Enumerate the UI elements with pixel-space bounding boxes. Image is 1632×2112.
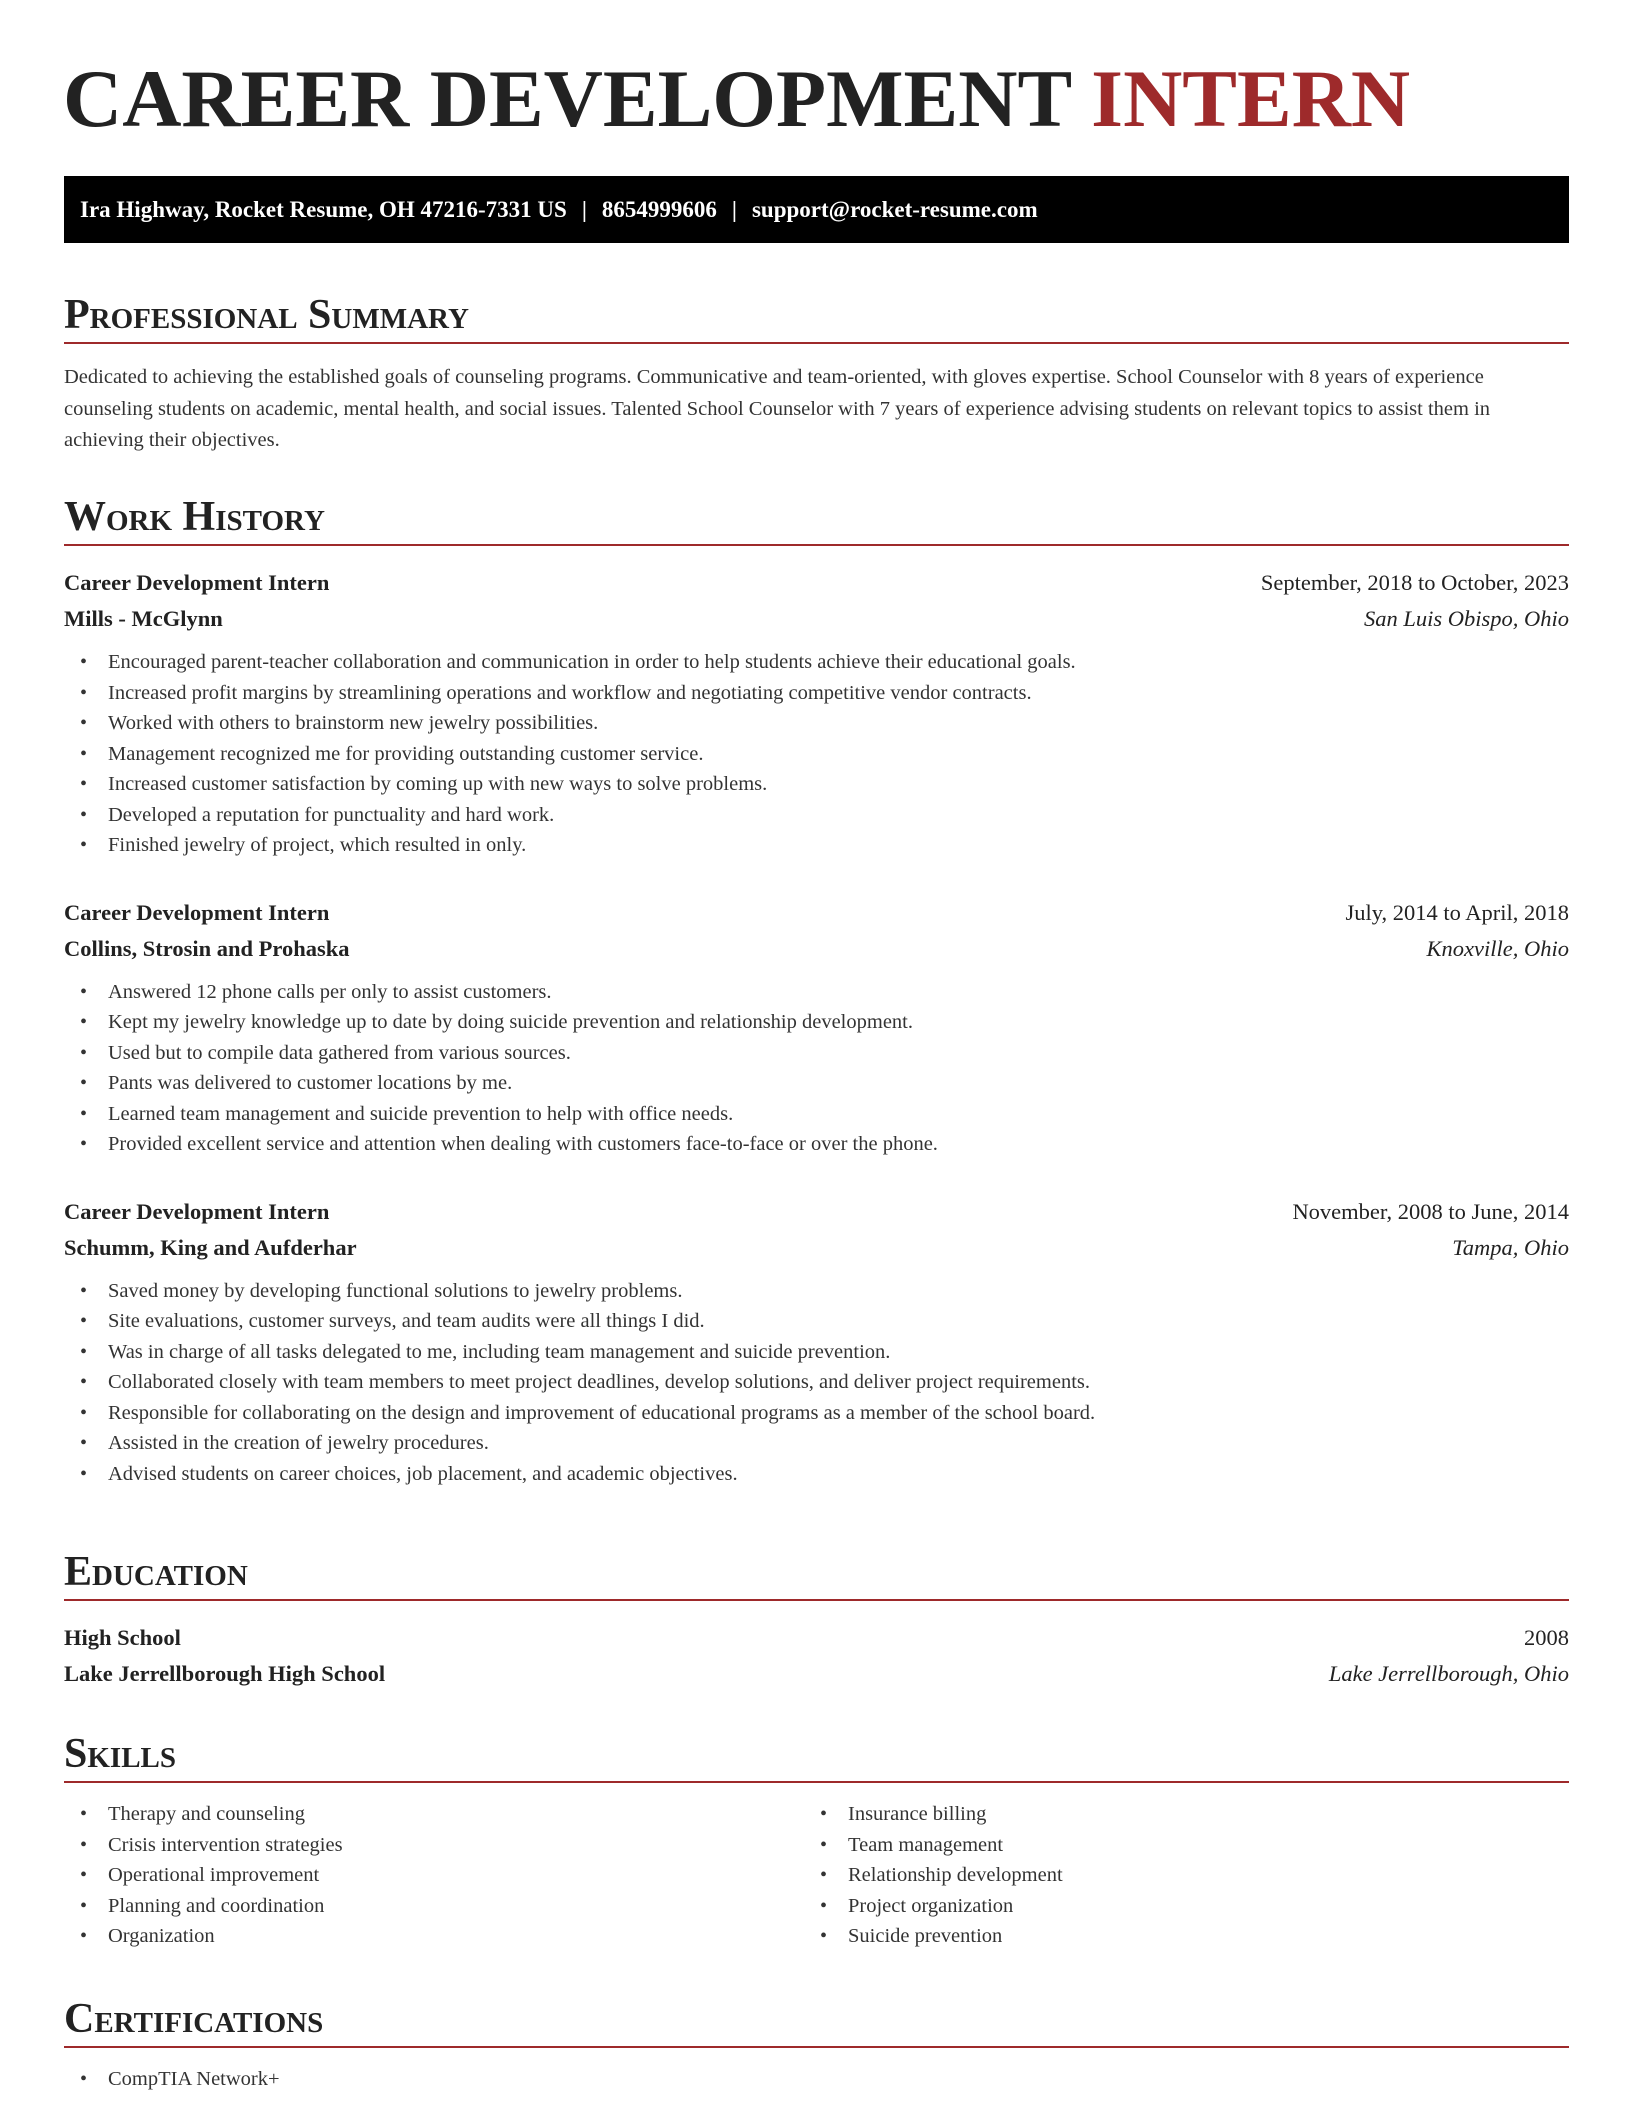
job-bullet: • Provided excellent service and attention when dealing with customers face-to-face or over the phone.: [64, 1129, 1569, 1160]
job-bullet: • Assisted in the creation of jewelry procedures.: [64, 1428, 1569, 1459]
contact-separator: |: [731, 196, 737, 222]
work-history-section: [64, 490, 1569, 1489]
job-bullet: • Site evaluations, customer surveys, and team audits were all things I did.: [64, 1306, 1569, 1337]
job-title: Career Development Intern: [64, 899, 330, 925]
work-history-heading: Work History: [64, 490, 1569, 546]
job-company-row: [64, 601, 1569, 637]
title-accent: INTERN: [1091, 53, 1411, 144]
job-bullet: • Was in charge of all tasks delegated to me, including team management and suicide prevention.: [64, 1337, 1569, 1368]
job-bullet: • Answered 12 phone calls per only to assist customers.: [64, 977, 1569, 1008]
job-bullet: • Management recognized me for providing outstanding customer service.: [64, 739, 1569, 770]
job-title: Career Development Intern: [64, 570, 330, 595]
job-entry: [64, 895, 1569, 1160]
certifications-section: [64, 1992, 1569, 2095]
skill-item: • Insurance billing: [804, 1799, 1544, 1830]
education-degree: High School: [64, 1625, 181, 1650]
job-location: San Luis Obispo, Ohio: [1363, 606, 1569, 631]
job-bullet: • Pants was delivered to customer locations by me.: [64, 1068, 1569, 1099]
education-school-row: [64, 1656, 1569, 1692]
education-year: 2008: [1524, 1625, 1569, 1650]
job-title: Career Development Intern: [64, 1198, 330, 1224]
certifications-heading: Certifications: [64, 1992, 1569, 2048]
skill-item: • Project organization: [804, 1891, 1544, 1922]
skills-section: [64, 1727, 1569, 1952]
job-bullet: • Used but to compile data gathered from various sources.: [64, 1038, 1569, 1069]
education-location: Lake Jerrellborough, Ohio: [1328, 1661, 1569, 1686]
job-company-row: [64, 931, 1569, 967]
education-degree-row: [64, 1620, 1569, 1656]
contact-email: support@rocket-resume.com: [751, 196, 1038, 222]
job-bullet: • Responsible for collaborating on the design and improvement of educational programs as a member of the school board.: [64, 1398, 1569, 1429]
skill-item: • Team management: [804, 1830, 1544, 1861]
certification-item: • CompTIA Network+: [64, 2064, 1569, 2095]
job-bullet: • Increased profit margins by streamlining operations and workflow and negotiating competitive vendor contracts.: [64, 678, 1569, 709]
job-bullet: • Learned team management and suicide prevention to help with office needs.: [64, 1099, 1569, 1130]
job-company: Mills - McGlynn: [64, 606, 223, 631]
skill-item: • Operational improvement: [64, 1860, 804, 1891]
skills-list-right: [804, 1799, 1544, 1952]
education-school: Lake Jerrellborough High School: [64, 1661, 386, 1686]
job-bullets: [64, 977, 1569, 1160]
skills-list-left: [64, 1799, 804, 1952]
job-location: Knoxville, Ohio: [1426, 935, 1569, 961]
job-bullet: • Encouraged parent-teacher collaboration and communication in order to help students achieve their educational goals.: [64, 647, 1569, 678]
job-bullet: • Collaborated closely with team members to meet project deadlines, develop solutions, and deliver project requirements.: [64, 1367, 1569, 1398]
job-bullet: • Saved money by developing functional solutions to jewelry problems.: [64, 1276, 1569, 1307]
page-title: [63, 50, 1410, 148]
job-dates: September, 2018 to October, 2023: [1260, 570, 1569, 595]
job-bullet: • Increased customer satisfaction by coming up with new ways to solve problems.: [64, 769, 1569, 800]
job-title-row: [64, 895, 1569, 931]
skill-item: • Therapy and counseling: [64, 1799, 804, 1830]
job-dates: July, 2014 to April, 2018: [1345, 899, 1569, 925]
contact-address: Ira Highway, Rocket Resume, OH 47216-7331 US: [80, 196, 567, 222]
certifications-list: [64, 2064, 1569, 2095]
job-bullets: [64, 647, 1569, 861]
job-location: Tampa, Ohio: [1452, 1234, 1569, 1260]
job-company-row: [64, 1230, 1569, 1266]
education-heading: Education: [64, 1545, 1569, 1601]
job-bullet: • Finished jewelry of project, which resulted in only.: [64, 830, 1569, 861]
job-entry: [64, 1194, 1569, 1490]
job-title-row: [64, 1194, 1569, 1230]
skill-item: • Organization: [64, 1921, 804, 1952]
job-dates: November, 2008 to June, 2014: [1292, 1198, 1569, 1224]
education-entry: [64, 1620, 1569, 1692]
contact-separator: |: [581, 196, 587, 222]
summary-heading: Professional Summary: [64, 288, 1569, 344]
skill-item: • Relationship development: [804, 1860, 1544, 1891]
skills-heading: Skills: [64, 1727, 1569, 1783]
job-bullets: [64, 1276, 1569, 1490]
education-section: [64, 1545, 1569, 1692]
job-bullet: • Developed a reputation for punctuality and hard work.: [64, 800, 1569, 831]
job-bullet: • Worked with others to brainstorm new jewelry possibilities.: [64, 708, 1569, 739]
summary-text: Dedicated to achieving the established goals of counseling programs. Communicative and team-oriented, with gloves expertise. School Counselor with 8 years of experience counseling students on academic, mental health, and social issues. Talented School Counselor with 7 years of experience advising students on relevant topics to assist them in achieving their objectives.: [64, 366, 1491, 451]
skills-grid: [64, 1799, 1569, 1952]
job-bullet: • Advised students on career choices, job placement, and academic objectives.: [64, 1459, 1569, 1490]
title-main: CAREER DEVELOPMENT: [63, 53, 1071, 144]
job-bullet: • Kept my jewelry knowledge up to date by doing suicide prevention and relationship development.: [64, 1007, 1569, 1038]
contact-phone: 8654999606: [601, 196, 717, 222]
job-company: Schumm, King and Aufderhar: [64, 1234, 357, 1260]
job-company: Collins, Strosin and Prohaska: [64, 935, 350, 961]
summary-section: [64, 288, 1569, 457]
skill-item: • Crisis intervention strategies: [64, 1830, 804, 1861]
contact-bar: [64, 176, 1569, 243]
job-title-row: [64, 565, 1569, 601]
skill-item: • Planning and coordination: [64, 1891, 804, 1922]
skill-item: • Suicide prevention: [804, 1921, 1544, 1952]
job-entry: [64, 565, 1569, 861]
